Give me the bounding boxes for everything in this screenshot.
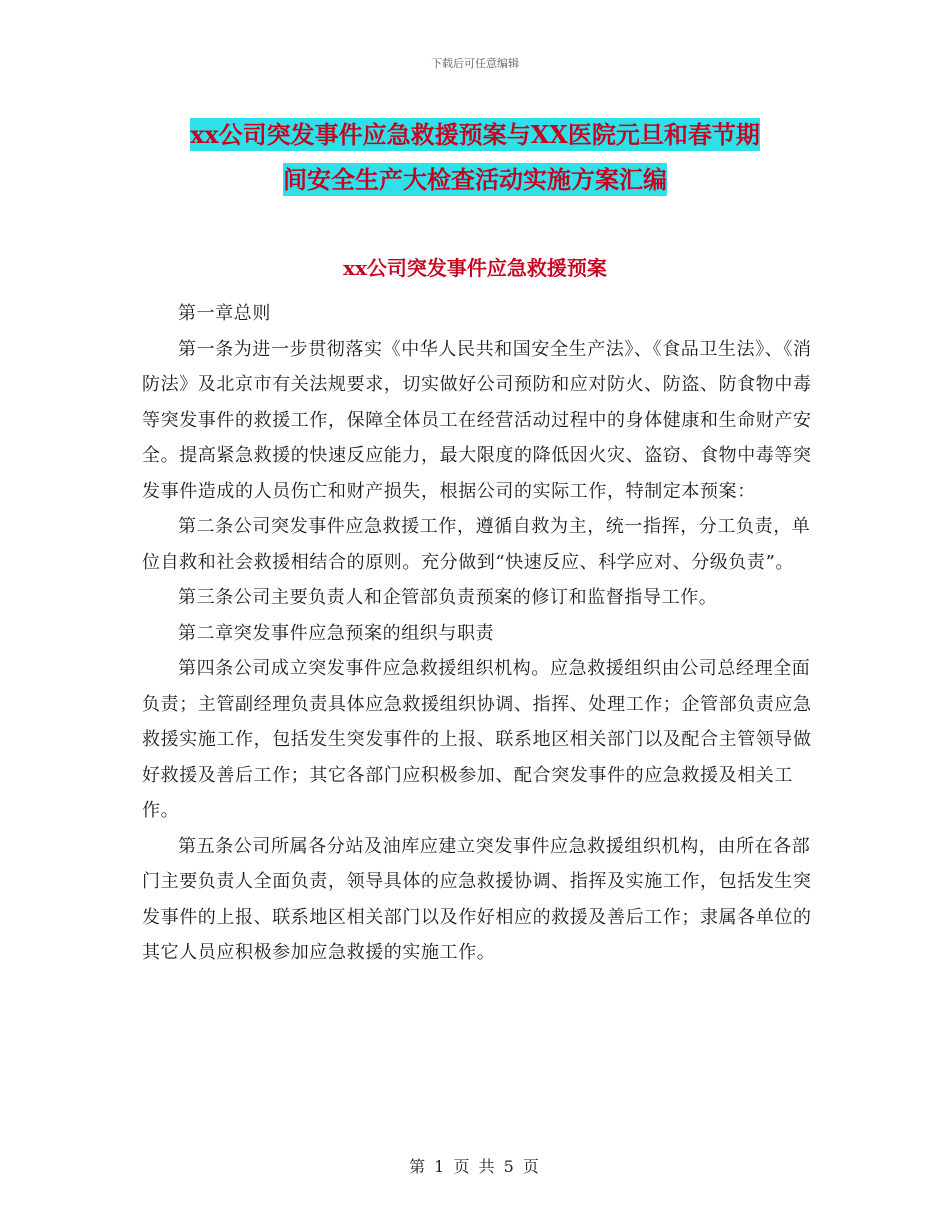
document-title-text-1: xx公司突发事件应急救援预案与XX医院元旦和春节期 bbox=[190, 120, 760, 149]
paragraph: 第一条为进一步贯彻落实《中华人民共和国安全生产法》、《食品卫生法》、《消防法》及北京市有关法规要求，切实做好公司预防和应对防火、防盗、防食物中毒等突发事件的救援工作，保障全体员工在经营活动过程中的身体健康和生命财产安全。提高紧急救援的快速反应能力，最大限度的降低因火灾、盗窃、食物中毒等突发事件造成的人员伤亡和财产损失，根据公司的实际工作，特制定本预案： bbox=[142, 338, 812, 502]
paragraph: 第五条公司所属各分站及油库应建立突发事件应急救援组织机构，由所在各部门主要负责人全面负责，领导具体的应急救援协调、指挥及实施工作，包括发生突发事件的上报、联系地区相关部门以及作好相应的救援及善后工作；隶属各单位的其它人员应积极参加应急救援的实施工作。 bbox=[142, 835, 812, 963]
paragraph: 第三条公司主要负责人和企管部负责预案的修订和监督指导工作。 bbox=[178, 587, 718, 608]
page-footer: 第 1 页 共 5 页 bbox=[409, 1157, 541, 1176]
paragraph: 第四条公司成立突发事件应急救援组织机构。应急救援组织由公司总经理全面负责；主管副经理负责具体应急救援组织协调、指挥、处理工作；企管部负责应急救援实施工作，包括发生突发事件的上报、联系地区相关部门以及配合主管领导做好救援及善后工作；其它各部门应积极参加、配合突发事件的应急救援及相关工作。 bbox=[142, 658, 812, 821]
page-header: 下载后可任意编辑 bbox=[431, 57, 519, 70]
chapter-heading: 第二章突发事件应急预案的组织与职责 bbox=[178, 622, 495, 644]
document-title-line-2 bbox=[0, 160, 950, 195]
document-title-text-2: 间安全生产大检查活动实施方案汇编 bbox=[283, 165, 667, 194]
paragraph: 第二条公司突发事件应急救援工作，遵循自救为主，统一指挥，分工负责，单位自救和社会救援相结合的原则。充分做到“快速反应、科学应对、分级负责”。 bbox=[142, 516, 811, 573]
document-body bbox=[142, 296, 812, 971]
section-title: xx公司突发事件应急救援预案 bbox=[343, 256, 607, 280]
document-title-line-1 bbox=[0, 115, 950, 150]
chapter-heading: 第一章总则 bbox=[178, 303, 271, 324]
